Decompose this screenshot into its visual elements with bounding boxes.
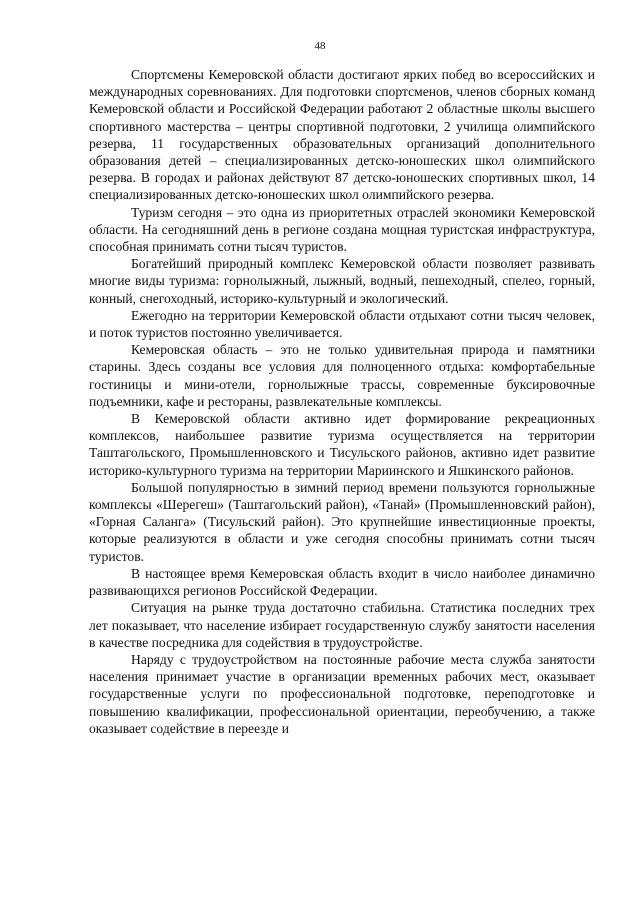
- body-text: [89, 66, 595, 737]
- paragraph: Богатейший природный комплекс Кемеровской области позволяет развивать многие виды туризма: горнолыжный, лыжный, водный, пешеходный, спелео, горный, конный, снегоходный, историко-культурный и экологический.: [89, 256, 595, 306]
- paragraph: Спортсмены Кемеровской области достигают ярких побед во всероссийских и международных соревнованиях. Для подготовки спортсменов, членов сборных команд Кемеровской области и Российской Федерации работают 2 областные школы высшего спортивного мастерства – центры спортивной подготовки, 2 училища олимпийского резерва, 11 государственных образовательных организаций дополнительного образования детей – специализированных детско-юношеских школ олимпийского резерва. В городах и районах действуют 87 детско-юношеских спортивных школ, 14 специализированных детско-юношеских школ олимпийского резерва.: [89, 67, 595, 203]
- paragraph: Кемеровская область – это не только удивительная природа и памятники старины. Здесь созданы все условия для полноценного отдыха: комфортабельные гостиницы и мини-отели, горнолыжные трассы, современные буксировочные подъемники, кафе и рестораны, развлекательные комплексы.: [89, 342, 595, 409]
- paragraph: Ситуация на рынке труда достаточно стабильна. Статистика последних трех лет показывает, что население избирает государственную службу занятости населения в качестве посредника для содействия в трудоустройстве.: [89, 600, 595, 650]
- paragraph: Большой популярностью в зимний период времени пользуются горнолыжные комплексы «Шерегеш» (Таштагольский район), «Танай» (Промышленновский район), «Горная Саланга» (Тисульский район). Это крупнейшие инвестиционные проекты, которые реализуются в области и уже сегодня способны принимать сотни тысяч туристов.: [89, 479, 595, 564]
- paragraph: В Кемеровской области активно идет формирование рекреационных комплексов, наибольшее развитие туризма осуществляется на территории Таштагольского, Промышленновского и Тисульского районов, активно идет развитие историко-культурного туризма на территории Мариинского и Яшкинского районов.: [89, 411, 595, 478]
- paragraph: Туризм сегодня – это одна из приоритетных отраслей экономики Кемеровской области. На сегодняшний день в регионе создана мощная туристская инфраструктура, способная принимать сотни тысяч туристов.: [89, 204, 595, 255]
- paragraph: В настоящее время Кемеровская область входит в число наиболее динамично развивающихся регионов Российской Федерации.: [89, 565, 595, 599]
- paragraph: Наряду с трудоустройством на постоянные рабочие места служба занятости населения принимает участие в организации временных рабочих мест, оказывает государственные услуги по профессиональной подготовке, переподготовке и повышению квалификации, профессиональной ориентации, переобучению, а также оказывает содействие в переезде и: [89, 651, 595, 736]
- page-number: 48: [314, 40, 326, 52]
- paragraph: Ежегодно на территории Кемеровской области отдыхают сотни тысяч человек, и поток туристов постоянно увеличивается.: [89, 307, 595, 341]
